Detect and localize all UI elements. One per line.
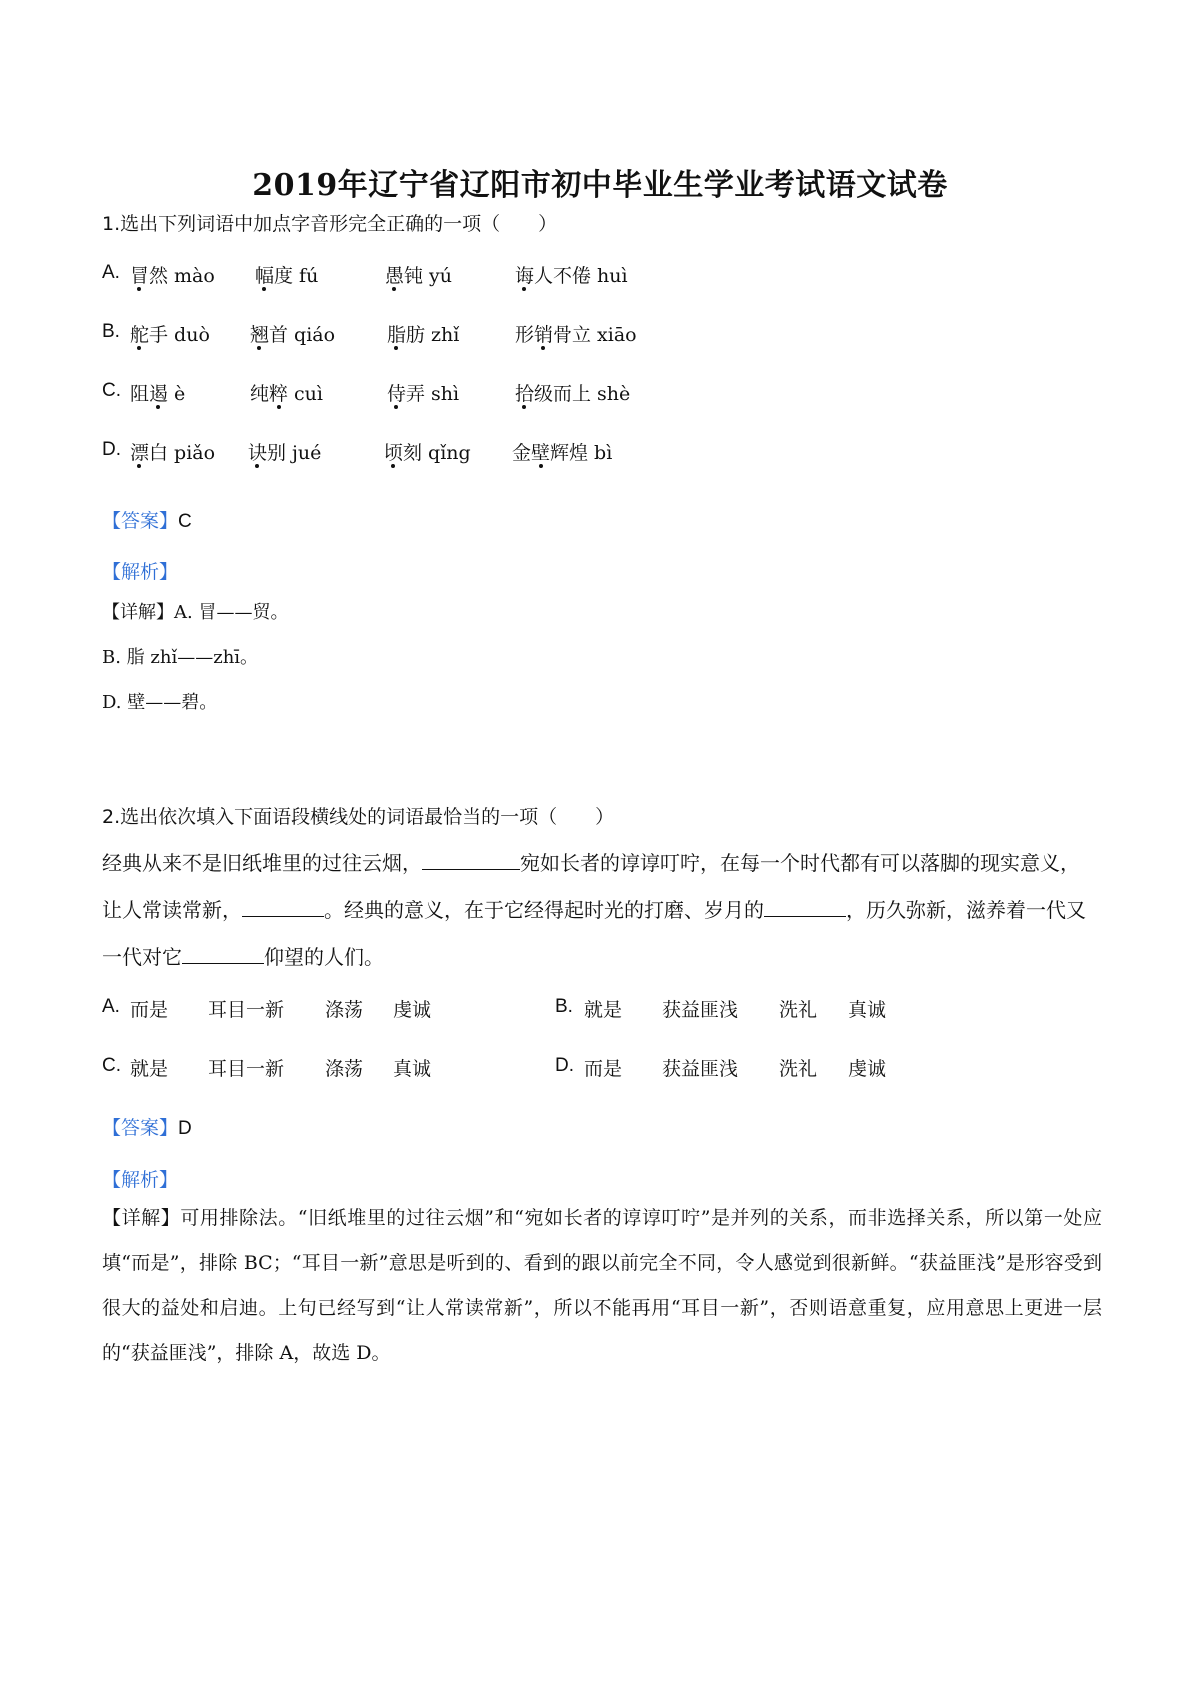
emphasis-dot <box>394 346 398 350</box>
q1-detail-line-1: 【详解】A. 冒——贸。 <box>102 602 289 623</box>
q1-detail-line-3: D. 壁——碧。 <box>102 692 218 713</box>
passage-text: 。经典的意义，在于它经得起时光的打磨、岁月的 <box>324 898 764 922</box>
q2-b-item-1: 就是 <box>584 999 623 1021</box>
q1-c-item-2: 纯粹 cuì <box>250 383 323 405</box>
fill-blank <box>182 945 264 964</box>
q1-b-item-2: 翘首 qiáo <box>250 324 336 346</box>
q2-c-item-3: 涤荡 <box>325 1058 364 1080</box>
q1-answer <box>102 506 192 533</box>
q1-b-item-3: 脂肪 zhǐ <box>387 324 460 346</box>
emphasis-dot <box>156 405 160 409</box>
emphasis-dot <box>137 287 141 291</box>
emphasis-dot <box>394 405 398 409</box>
q1-c-item-3: 侍弄 shì <box>387 383 460 405</box>
q2-c-item-2: 耳目一新 <box>208 1058 285 1080</box>
question-1-stem <box>102 209 557 236</box>
q1-d-item-2: 诀别 jué <box>248 442 322 464</box>
q1-d-item-3: 顷刻 qǐng <box>384 442 471 464</box>
q2-analysis-tag: 【解析】 <box>102 1169 179 1191</box>
q1-analysis-tag: 【解析】 <box>102 561 179 583</box>
answer-tag: 【答案】 <box>102 1117 179 1139</box>
q1-option-a <box>102 261 132 284</box>
q2-b-item-3: 洗礼 <box>779 999 818 1021</box>
q2-d-item-1: 而是 <box>584 1058 623 1080</box>
q2-passage <box>102 840 1092 981</box>
q1-c-item-1: 阻遏 è <box>130 383 186 405</box>
emphasis-dot <box>255 464 259 468</box>
q2-b-item-4: 真诚 <box>848 999 887 1021</box>
emphasis-dot <box>262 287 266 291</box>
passage-text: 宛如长者的谆谆叮咛，在每一个时代都有可以落脚的现实意义，让人常读常新， <box>102 851 1080 922</box>
q1-option-d <box>102 438 133 461</box>
q1-a-item-1: 冒然 mào <box>130 265 215 287</box>
emphasis-dot <box>522 287 526 291</box>
q2-d-item-4: 虔诚 <box>848 1058 887 1080</box>
q2-option-a-label: A. <box>102 996 120 1017</box>
q2-b-item-2: 获益匪浅 <box>662 999 739 1021</box>
q1-option-c <box>102 379 133 402</box>
q1-a-item-3: 愚钝 yú <box>385 265 453 287</box>
q2-option-d-label: D. <box>555 1055 574 1076</box>
q1-d-item-1: 漂白 piǎo <box>130 442 216 464</box>
answer-value: D <box>178 1118 192 1139</box>
q2-answer <box>102 1113 192 1140</box>
page-title: 2019年辽宁省辽阳市初中毕业生学业考试语文试卷 <box>252 168 948 203</box>
emphasis-dot <box>137 346 141 350</box>
passage-text: ，历久弥新，滋养着一代又一代对它 <box>102 898 1086 969</box>
question-2-text: 2.选出依次填入下面语段横线处的词语最恰当的一项（ ） <box>102 806 615 828</box>
option-label: C. <box>102 380 121 401</box>
option-label: A. <box>102 262 120 283</box>
q2-option-b-label: B. <box>555 996 573 1017</box>
question-1-text: 1.选出下列词语中加点字音形完全正确的一项（ ） <box>102 213 558 235</box>
q1-c-item-4: 拾级而上 shè <box>515 383 631 405</box>
fill-blank <box>422 851 520 870</box>
emphasis-dot <box>277 405 281 409</box>
q2-c-item-4: 真诚 <box>393 1058 432 1080</box>
fill-blank <box>764 898 846 917</box>
q1-d-item-4: 金壁辉煌 bì <box>512 442 613 464</box>
answer-value: C <box>178 511 192 532</box>
q2-a-item-2: 耳目一新 <box>208 999 285 1021</box>
answer-tag: 【答案】 <box>102 510 179 532</box>
emphasis-dot <box>522 405 526 409</box>
fill-blank <box>242 898 324 917</box>
option-label: D. <box>102 439 121 460</box>
option-label: B. <box>102 321 120 342</box>
q2-option-c-label: C. <box>102 1055 121 1076</box>
emphasis-dot <box>392 287 396 291</box>
emphasis-dot <box>391 464 395 468</box>
q2-detail: 【详解】可用排除法。“旧纸堆里的过往云烟”和“宛如长者的谆谆叮咛”是并列的关系，而非选择关系，所以第一处应填“而是”，排除 BC；“耳目一新”意思是听到的、看到的跟以前完全不同，令人感觉到很新鲜。“获益匪浅”是形容受到很大的益处和启迪。上句已经写到“让人常读常新”，所以不能再用“耳目一新”，否则语意重复，应用意思上更进一层的“获益匪浅”，排除 A，故选 D。 <box>102 1207 1102 1364</box>
q2-a-item-4: 虔诚 <box>393 999 432 1021</box>
emphasis-dot <box>539 464 543 468</box>
q1-option-b <box>102 320 132 343</box>
passage-text: 仰望的人们。 <box>264 945 384 969</box>
q1-b-item-4: 形销骨立 xiāo <box>515 324 637 346</box>
q2-a-item-3: 涤荡 <box>325 999 364 1021</box>
q1-detail-line-2: B. 脂 zhǐ——zhī。 <box>102 647 259 668</box>
emphasis-dot <box>541 346 545 350</box>
q2-d-item-3: 洗礼 <box>779 1058 818 1080</box>
q2-d-item-2: 获益匪浅 <box>662 1058 739 1080</box>
q2-a-item-1: 而是 <box>130 999 169 1021</box>
question-2-stem <box>102 802 614 829</box>
q1-a-item-2: 幅度 fú <box>255 265 319 287</box>
emphasis-dot <box>137 464 141 468</box>
q1-a-item-4: 诲人不倦 huì <box>515 265 628 287</box>
emphasis-dot <box>257 346 261 350</box>
q2-c-item-1: 就是 <box>130 1058 169 1080</box>
passage-text: 经典从来不是旧纸堆里的过往云烟， <box>102 851 422 875</box>
q1-b-item-1: 舵手 duò <box>130 324 210 346</box>
